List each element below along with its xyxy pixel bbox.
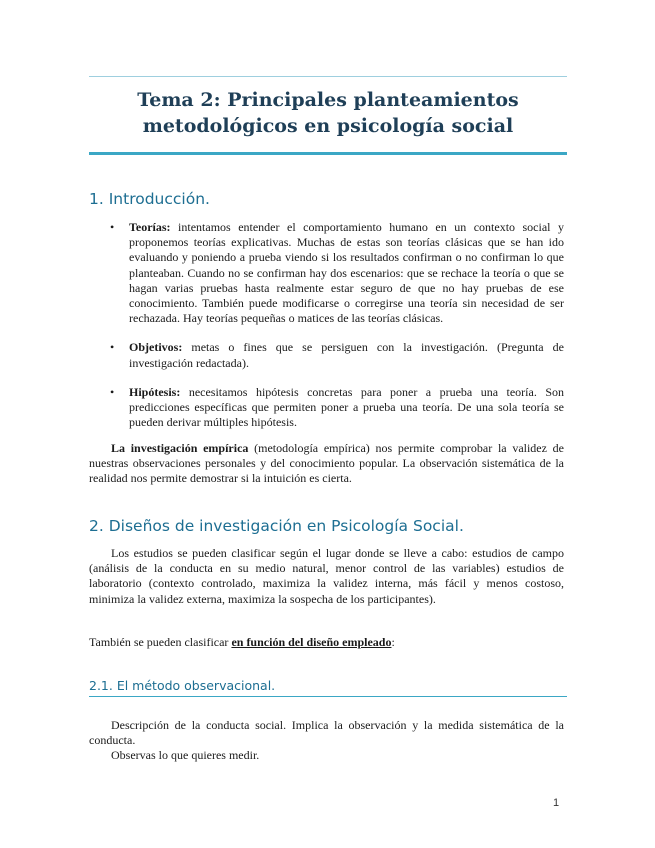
empirical-research-paragraph <box>89 441 564 487</box>
title-line-2: metodológicos en psicología social <box>142 115 514 137</box>
bullet-teorias <box>108 220 564 326</box>
bullet-text: metas o fines que se persiguen con la investigación. (Pregunta de investigación redactada). <box>129 340 564 370</box>
observational-method-paragraph: Descripción de la conducta social. Implica la observación y la medida sistemática de la conducta. <box>89 718 564 748</box>
bullet-marker: • <box>110 220 115 234</box>
bullet-marker: • <box>110 384 115 399</box>
bullet-marker: • <box>110 340 115 355</box>
empirical-research-text: (metodología empírica) nos permite comprobar la validez de nuestras observaciones personales y del conocimiento popular. La observación sistemática de la realidad nos permite demostrar si la intuición es cierta. <box>89 441 564 486</box>
empirical-research-term: La investigación empírica <box>111 441 249 455</box>
intro-bullet-list <box>108 220 564 444</box>
design-classification-lead: También se pueden clasificar <box>89 635 232 649</box>
section-1-heading: 1. Introducción. <box>89 190 210 208</box>
bullet-term: Hipótesis: <box>129 384 181 399</box>
bullet-objetivos <box>108 340 564 370</box>
bullet-text: intentamos entender el comportamiento humano en un contexto social y proponemos teorías explicativas. Muchas de estas son teorías clásicas que se han ido evaluando y poniendo a prueba viendo si los resultados confirman o no confirman lo que planteaban. Cuando no se confirman hay dos escenarios: que se rechace la teoría o que se hagan varias pruebas hasta realmente estar seguro de que no hay pruebas de ese conocimiento. También puede modificarse o corregirse una teoría sin necesidad de ser rechazada. Hay teorías pequeñas o matices de las teorías clásicas. <box>129 220 564 326</box>
study-classification-paragraph: Los estudios se pueden clasificar según el lugar donde se lleve a cabo: estudios de campo (análisis de la conducta en su medio natural, menor control de las variables) estudios de laboratorio (contexto controlado, maximiza la validez interna, más fácil y menos costoso, minimiza la validez externa, maximiza la sospecha de los participantes). <box>89 546 564 606</box>
observational-method-note: Observas lo que quieres medir. <box>111 748 260 762</box>
section-2-1-rule <box>89 696 567 697</box>
section-2-1-heading: 2.1. El método observacional. <box>89 678 276 693</box>
section-2-heading: 2. Diseños de investigación en Psicología Social. <box>89 517 464 535</box>
design-classification-paragraph <box>89 635 564 650</box>
bullet-hipotesis <box>108 385 564 431</box>
bullet-text: necesitamos hipótesis concretas para poner a prueba una teoría. Son predicciones específicas que permiten poner a prueba una teoría. De una sola teoría se pueden derivar múltiples hipótesis. <box>129 384 564 430</box>
title-bottom-rule <box>89 152 567 155</box>
bullet-term: Teorías: <box>129 220 171 234</box>
design-classification-colon: : <box>391 635 395 649</box>
page-number: 1 <box>553 797 560 809</box>
title-line-1: Tema 2: Principales planteamientos <box>137 89 519 111</box>
document-title <box>89 87 567 139</box>
design-classification-emphasis: en función del diseño empleado <box>231 635 392 649</box>
bullet-term: Objetivos: <box>129 340 183 355</box>
title-top-rule <box>89 76 567 77</box>
